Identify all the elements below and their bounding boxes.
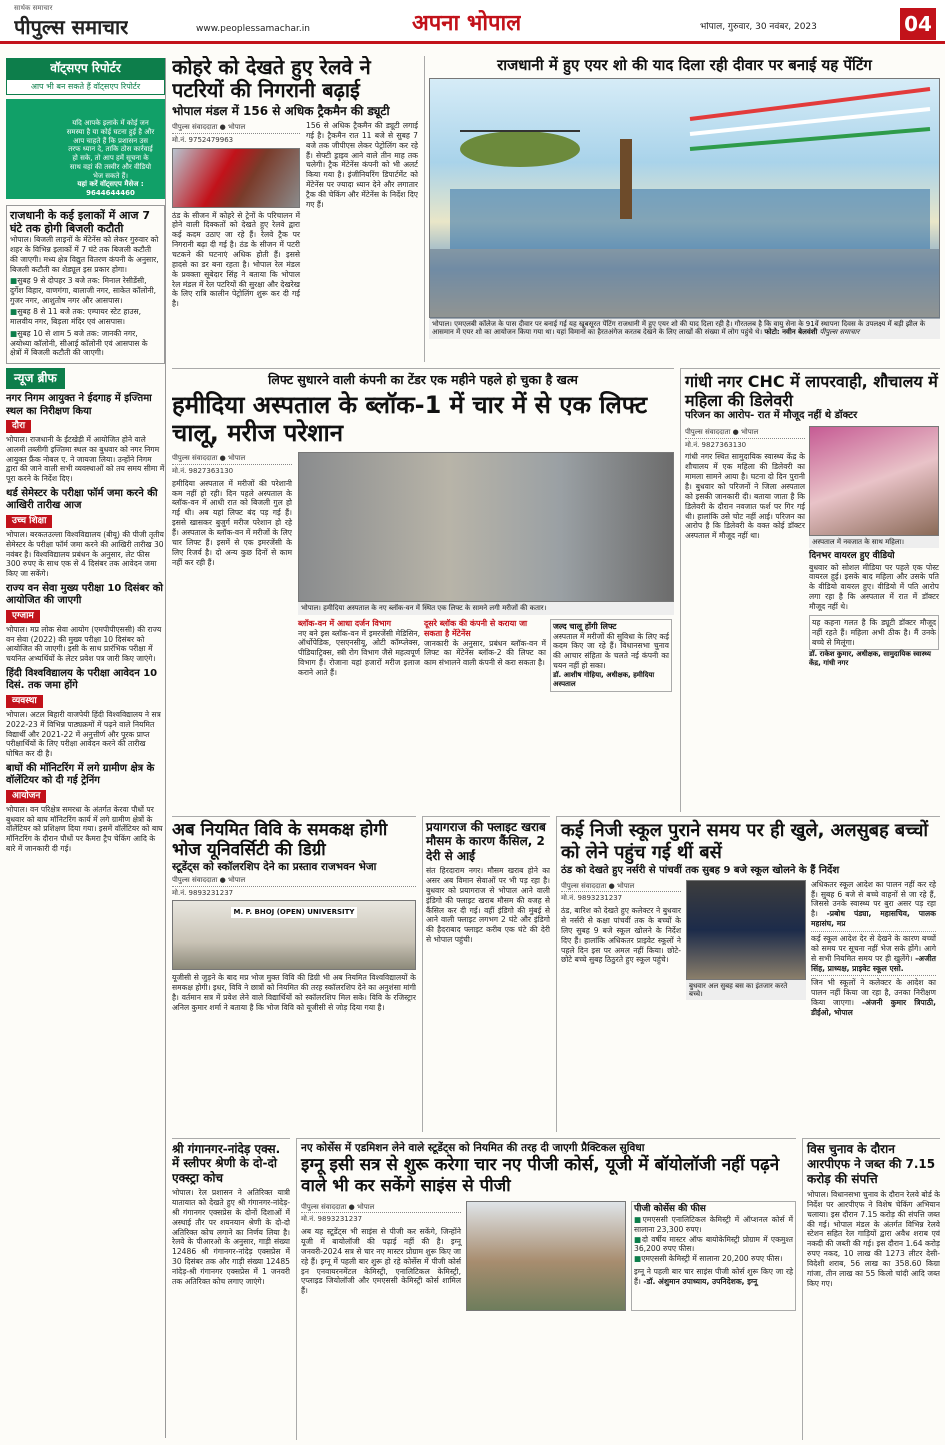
- ignou-quote: इग्नू ने पहली बार चार साइंस पीजी कोर्स शुरू किए जा रहे हैं। -डॉ. अंशुमान उपाध्याय, उपनिदेशक, इग्नू: [634, 1267, 793, 1287]
- mural-headline: राजधानी में हुए एयर शो की याद दिला रही दीवार पर बनाई यह पेंटिंग: [497, 56, 872, 74]
- mobile-number: मो.नं. 9827363130: [685, 440, 747, 449]
- brief-headline: थर्ड सेमेस्टर के परीक्षा फॉर्म जमा करने की आखिरी तारीख आज: [6, 487, 158, 512]
- flight-story: [422, 816, 550, 1132]
- brief-tag: दौरा: [6, 420, 31, 433]
- mural-helicopter: [460, 131, 580, 167]
- byline: पीपुल्स संवाददाता ● भोपाल: [172, 876, 416, 887]
- mobile-number: मो.नं. 9893231237: [172, 888, 234, 897]
- brief-body: भोपाल। बरकतउल्ला विश्वविद्यालय (बीयू) की पीजी तृतीय सेमेस्टर के परीक्षा फॉर्म जमा करने की आखिरी तारीख 30 नवंबर है। विश्वविद्यालय प्रबंधन के अनुसार, लेट फीस 300 रुपए के साथ एक से 4 दिसंबर तक आवेदन जमा किए जा सकेंगे।: [6, 530, 164, 578]
- byline: पीपुल्स संवाददाता ● भोपाल: [172, 454, 292, 465]
- school-caption: बुधवार अल सुबह बस का इंतजार करते बच्चे।: [686, 980, 806, 1001]
- newspaper-logo: सार्थक समाचार पीपुल्स समाचार: [14, 4, 129, 39]
- railway-subhead: भोपाल मंडल में 156 से अधिक ट्रैकमैन की ड्यूटी: [172, 104, 390, 118]
- train-coach-story: [172, 1138, 290, 1440]
- mural-lake: [450, 189, 930, 249]
- hamidia-story: [172, 368, 674, 812]
- hamidia-subhead: जल्द चालू होंगी लिफ्ट: [553, 621, 617, 631]
- chc-subhead2: दिनभर वायरल हुए वीडियो: [809, 551, 895, 562]
- mobile-number: मो.नं. 9893231237: [301, 1215, 363, 1224]
- brief-item: [6, 763, 165, 854]
- hospital-lift-photo: [298, 452, 674, 602]
- hamidia-sub-body: जानकारी के अनुसार, प्रबंधन ब्लॉक-वन में लिफ्ट का मेंटेनेंस ब्लॉक-2 की लिफ्ट का काम संभालने वाली कंपनी से करा सकता है।: [424, 638, 546, 668]
- railway-headline: कोहरे को देखते हुए रेलवे ने पटरियों की निगरानी बढ़ाई: [172, 56, 371, 102]
- school-quote: जिन भी स्कूलों ने कलेक्टर के आदेश का पालन नहीं किया जा रहा है, उनका निरीक्षण किया जाएगा। -अंजनी कुमार त्रिपाठी, डीईओ, भोपाल: [811, 978, 936, 1017]
- rpf-headline: विस चुनाव के दौरान आरपीएफ ने जब्त की 7.15 करोड़ की संपत्ति: [807, 1142, 936, 1186]
- brief-tag: एग्जाम: [6, 610, 40, 623]
- railway-body-cont: 156 से अधिक ट्रैकमैन की ड्यूटी लगाई गई है। ट्रैकमैन रात 11 बजे से सुबह 7 बजे तक जीपीएस लेकर पेट्रोलिंग कर रहे हैं। सेफ्टी ड्राइव आने वाले तीन माह तक चलेगी। ट्रैक मेंटेनेंस कंपनी को भी अलर्ट किया गया है। इंजीनियरिंग डिपार्टमेंट को मेंटेनेंस पर ज्यादा ध्यान देने और लगातार ट्रैक की चेकिंग और मेंटेनेंस के निर्देश दिए गए हैं।: [306, 121, 418, 209]
- bhoj-subhead: स्टूडेंट्स को स्कॉलरशिप देने का प्रस्ताव राजभवन भेजा: [172, 860, 377, 873]
- ignou-body: अब यह स्टूडेंट्स भी साइंस से पीजी कर सकेंगे, जिन्होंने यूजी में बायोलॉजी की पढ़ाई नहीं की है। इग्नू जनवरी-2024 सत्र से चार नए मास्टर प्रोग्राम शुरू किए जा रहे हैं। इग्नू में पहली बार शुरू हो रहे कोर्सेस में पीजी कोर्स इन एनवायरनमेंटल केमिस्ट्री, एनालिटिकल केमिस्ट्री, एप्लाइड जियोलॉजी और एमएससी केमिस्ट्री कोर्स शामिल हैं।: [301, 1227, 461, 1296]
- school-subhead: ठंड को देखते हुए नर्सरी से पांचवीं तक सुबह 9 बजे स्कूल खोलने के हैं निर्देश: [561, 865, 840, 877]
- news-brief-label: न्यूज ब्रीफ: [6, 368, 65, 389]
- train-coach-headline: श्री गंगानगर-नांदेड़ एक्स. में स्लीपर श्रेणी के दो-दो एक्स्ट्रा कोच: [172, 1142, 281, 1185]
- chc-story: [680, 368, 940, 812]
- bhoj-headline: अब नियमित विवि के समकक्ष होगी भोज यूनिवर्सिटी की डिग्री: [172, 820, 388, 861]
- hamidia-body: हमीदिया अस्पताल में मरीजों की परेशानी कम नहीं हो रही। दिन पहले अस्पताल के ब्लॉक-वन में आधी रात को बिजली गुल हो गई थी। अब यहां लिफ्ट बंद पड़ गई हैं। इससे खासकर बुजुर्ग मरीज परेशान हो रहे हैं। अस्पताल के ब्लॉक-वन में मरीजों के लिए चार लिफ्ट हैं। इसमें से एक इमरजेंसी के लिए रिजर्व है। दो अन्य कुछ दिनों से काम नहीं कर रही हैं।: [172, 478, 292, 567]
- mural-statue: [620, 139, 632, 219]
- brief-item: [6, 583, 165, 664]
- railway-body: ठंड के सीजन में कोहरे से ट्रेनों के परिचालन में होने वाली दिक्कतों को देखते हुए रेलवे द्वारा कई कदम उठाए जा रहे हैं। रेलवे ट्रैक पर निगरानी बढ़ा दी गई है। ठंड के सीजन में पटरी चटकने की घटनाएं अधिक होती हैं। इससे हादसे का डर बना रहता है। भोपाल रेल मंडल के प्रवक्ता सूबेदार सिंह ने बताया कि भोपाल रेल मंडल में रेल पटरियों की सुरक्षा और देखरेख के लिए रात्रि कालीन पेट्रोलिंग शुरू कर दी गई है।: [172, 210, 300, 309]
- train-photo: [172, 148, 300, 208]
- university-signboard: M. P. BHOJ (OPEN) UNIVERSITY: [231, 907, 358, 918]
- power-cut-box: [6, 205, 165, 364]
- brief-body: भोपाल। अटल बिहारी वाजपेयी हिंदी विश्वविद्यालय ने सत्र 2022-23 में विभिन्न पाठ्यक्रमों में पढ़ने वाले नियमित विद्यार्थी और 2021-22 में अनुत्तीर्ण और पूरक प्राप्त परीक्षार्थियों के लिए परीक्षा आवेदन करने की तारीख घोषित कर दी है।: [6, 710, 161, 758]
- chc-caption: अस्पताल में नवजात के साथ महिला।: [809, 536, 939, 548]
- mobile-number: मो.नं. 9893231237: [561, 894, 623, 903]
- rpf-body: भोपाल। विधानसभा चुनाव के दौरान रेलवे बोर्ड के निर्देश पर आरपीएफ ने विशेष चेकिंग अभियान चलाया। इस दौरान 7.15 करोड़ की संपत्ति जब्त की गई। भोपाल मंडल के अंतर्गत विभिन्न रेलवे स्टेशन सहित रेल गाड़ियों द्वारा अवैध शराब एवं नकदी की जब्ती की गई। इस दौरान 1.64 करोड़ रुपए नकद, 10 लाख की 1273 लीटर देसी-विदेशी शराब, 56 लाख का 358.60 किग्रा गांजा, तीन लाख का 55 किलो चांदी आदि जब्त किए गए।: [807, 1190, 940, 1288]
- school-children-photo: [686, 880, 806, 980]
- brief-headline: राज्य वन सेवा मुख्य परीक्षा 10 दिसंबर को आयोजित की जाएगी: [6, 582, 163, 607]
- flight-body: संत हिरदाराम नगर। मौसम खराब होने का असर अब विमान सेवाओं पर भी पड़ रहा है। बुधवार को प्रयागराज से भोपाल आने वाली इंडिगो की फ्लाइट खराब मौसम की वजह से कैंसिल कर दी गई। वहीं इंडिगो की मुंबई से आने वाली फ्लाइट लगभग 2 घंटे और इंडिगो की हैदराबाद फ्लाइट करीब एक घंटे की देरी से भोपाल पहुंची।: [426, 866, 550, 945]
- byline: पीपुल्स संवाददाता ● भोपाल: [172, 123, 300, 134]
- power-cut-item: ■ सुबह 8 से 11 बजे तक: एम्पायर स्टेट हाउस, मालवीय नगर, बिड़ला मंदिर एवं आसपास।: [10, 307, 161, 326]
- power-cut-item: ■ सुबह 10 से शाम 5 बजे तक: जानकी नगर, अयोध्या कॉलोनी, सीआई कॉलोनी एवं आसपास के क्षेत्रों में बिजली कटौती की जाएगी।: [10, 329, 161, 358]
- flight-headline: प्रयागराज की फ्लाइट खराब मौसम के कारण कैंसिल, 2 देरी से आईं: [426, 820, 546, 863]
- train-coach-body: भोपाल। रेल प्रशासन ने अतिरिक्त यात्री यातायात को देखते हुए श्री गंगानगर-नांदेड़-श्री गंगानगर एक्सप्रेस के दोनों दिशाओं में अस्थाई तौर पर शयनयान श्रेणी के दो-दो अतिरिक्त कोच लगाने का निर्णय लिया है। रेलवे के पीआरओ के अनुसार, गाड़ी संख्या 12486 श्री गंगानगर-नांदेड़ एक्सप्रेस में 30 दिसंबर तक और गाड़ी संख्या 12485 नांदेड़-श्री गंगानगर एक्सप्रेस में 1 जनवरी तक अतिरिक्त कोच लगाए जाएंगे।: [172, 1188, 290, 1286]
- chc-headline: गांधी नगर CHC में लापरवाही, शौचालय में महिला की डिलेवरी: [685, 372, 938, 411]
- school-quote: अधिकतर स्कूल आदेश का पालन नहीं कर रहे हैं। सुबह 6 बजे से बच्चे वाहनों से जा रहे हैं, जिससे उनके स्वास्थ्य पर बुरा असर पड़ रहा है। -प्रबोध पंड्या, महासचिव, पालक महासंघ, मप्र: [811, 880, 936, 932]
- power-cut-headline: राजधानी के कई इलाकों में आज 7 घंटे तक होगी बिजली कटौती: [10, 209, 150, 236]
- left-column: [6, 58, 166, 1438]
- brief-item: [6, 488, 165, 579]
- brief-tag: उच्च शिक्षा: [6, 515, 52, 528]
- hamidia-sub-body: नए बने इस ब्लॉक-वन में इमरजेंसी मेडिसिन, ऑर्थोपेडिक, एसएनसीयू, ओटी कॉम्प्लेक्स, पीडियाट्रिक्स, स्त्री रोग विभाग जैसे महत्वपूर्ण विभाग हैं। रोजाना यहां हजारों मरीज इलाज कराने आते हैं।: [298, 628, 420, 678]
- chc-body: गांधी नगर स्थित सामुदायिक स्वास्थ्य केंद्र के शौचालय में एक महिला की डिलेवरी का मामला सामने आया है। घटना दो दिन पुरानी है। बुधवार को परिजनों ने जिला अस्पताल को इसकी जानकारी दी। बताया जाता है कि डिलेवरी के दौरान नवजात फर्श पर गिर गई थी। हालांकि उसे चोट नहीं आई। परिजन का आरोप है कि डिलेवरी के वक्त कोई डॉक्टर अस्पताल में मौजूद नहीं था।: [685, 452, 805, 541]
- school-quote: कई स्कूल आदेश देर से देखने के कारण बच्चों को समय पर सूचना नहीं भेज सके होंगे। आगे से सभी नियमित समय पर ही खुलेंगे। -अजीत सिंह, प्राध्यक्ष, प्राइवेट स्कूल एसो.: [811, 934, 936, 976]
- mobile-number: मो.नं. 9827363130: [172, 466, 234, 475]
- byline: पीपुल्स संवाददाता ● भोपाल: [301, 1203, 461, 1214]
- brief-headline: हिंदी विश्वविद्यालय के परीक्षा आवेदन 10 दिसं. तक जमा होंगे: [6, 667, 158, 692]
- power-cut-body: भोपाल। बिजली लाइनों के मेंटेनेंस को लेकर गुरुवार को शहर के विभिन्न इलाकों में 7 घंटे तक बिजली कटौती की जाएगी। मध्य क्षेत्र विद्युत वितरण कंपनी के अनुसार, बिजली कटौती का शेड्यूल इस प्रकार होगा।: [10, 235, 159, 274]
- ignou-building-photo: [466, 1201, 626, 1311]
- bhoj-university-photo: [172, 900, 416, 970]
- mural-illustration: [430, 79, 940, 319]
- mural-story: [424, 56, 940, 362]
- byline: पीपुल्स संवाददाता ● भोपाल: [685, 428, 805, 439]
- masthead: [0, 0, 945, 44]
- bhoj-body: यूजीसी से जुड़ने के बाद मप्र भोज मुक्त विवि की डिग्री भी अब नियमित विश्वविद्यालयों के समकक्ष होगी। इधर, विवि ने छात्रों को नियमित की तरह स्कॉलरशिप देने का अनुशंसा मांगी है। वर्तमान सत्र में प्रवेश लेने वाले विद्यार्थियों को स्कॉलरशिप मिल सके। विवि के रजिस्ट्रार अनिल कुमार शर्मा ने बताया है कि भोज विवि को यूजीसी से जोड़ दिया गया है।: [172, 973, 416, 1012]
- school-body: ठंड, बारिश को देखते हुए कलेक्टर ने बुधवार से नर्सरी से कक्षा पांचवीं तक के बच्चों के लिए सुबह 9 बजे स्कूल खोलने के निर्देश दिए हैं। हालांकि अधिकतर प्राइवेट स्कूलों ने पहले दिन इस पर अमल नहीं किया। छोटे-छोटे बच्चे सुबह ठिठुरते हुए स्कूल पहुंचे।: [561, 906, 681, 965]
- brief-tag: व्यवस्था: [6, 695, 43, 708]
- ignou-kicker: नए कोर्सेस में एडमिशन लेने वाले स्टूडेंट्स को नियमित की तरह दी जाएगी प्रैक्टिकल सुविधा: [301, 1142, 645, 1154]
- mobile-number: मो.नं. 9752479963: [172, 135, 234, 144]
- school-story: [556, 816, 940, 1132]
- rpf-seizure-story: [802, 1138, 940, 1440]
- hamidia-caption: भोपाल। हमीदिया अस्पताल के नए ब्लॉक-वन में स्थित एक लिफ्ट के सामने लगी मरीजों की कतार।: [298, 602, 674, 614]
- brief-item: [6, 668, 165, 759]
- brief-item: [6, 393, 165, 484]
- hamidia-signature: डॉ. आशीष गोहिया, अधीक्षक, हमीदिया अस्पताल: [553, 671, 655, 688]
- chc-signature: डॉ. राकेश कुमार, अधीक्षक, सामुदायिक स्वास्थ्य केंद्र, गांधी नगर: [809, 650, 931, 668]
- hamidia-subhead: ब्लॉक-वन में आधा दर्जन विभाग: [298, 618, 392, 628]
- hamidia-subhead: दूसरे ब्लॉक की कंपनी से कराया जा सकता है मेंटेनेंस: [424, 618, 528, 638]
- whatsapp-reporter-sub: आप भी बन सकते हैं वॉट्सएप रिपोर्टर: [6, 79, 165, 95]
- fee-box-title: पीजी कोर्सेस की फीस: [634, 1203, 706, 1214]
- ignou-headline: इग्नू इसी सत्र से शुरू करेगा चार नए पीजी कोर्स, यूजी में बॉयोलॉजी नहीं पढ़ने वाले भी कर सकेंगे साइंस से पीजी: [301, 1155, 780, 1197]
- mural-photo: [429, 78, 940, 318]
- hamidia-kicker: लिफ्ट सुधारने वाली कंपनी का टेंडर एक महीने पहले हो चुका है खत्म: [268, 372, 578, 387]
- chc-sub-body: बुधवार को सोशल मीडिया पर पहले एक पोस्ट वायरल हुई। इसके बाद महिला और उसके पति के वीडियो वायरल हुए। वीडियो में पति आरोप लगा रहा है कि अस्पताल में रात में डॉक्टर मौजूद नहीं थे।: [809, 562, 939, 611]
- brief-body: भोपाल। मप्र लोक सेवा आयोग (एमपीपीएससी) की राज्य वन सेवा (2022) की मुख्य परीक्षा 10 दिसंबर को आयोजित की जाएगी। इसी के साथ प्रारंभिक परीक्षा में चयनित अभ्यर्थियों के लेटर प्रवेश पत्र जारी किए जाएंगे।: [6, 624, 162, 664]
- mural-crowd: [430, 249, 940, 319]
- website-url[interactable]: www.peoplessamachar.in: [196, 24, 310, 34]
- chc-quote: यह कहना गलत है कि ड्यूटी डॉक्टर मौजूद नहीं रहते हैं। महिला अभी ठीक है। मैं उनके बच्चे से मिलूंगा।: [809, 615, 939, 651]
- fee-item: ■ एमएससी एनालिटिकल केमिस्ट्री में ऑप्शनल कोर्स में सालाना 23,300 रुपए।: [634, 1215, 793, 1235]
- bhoj-story: [172, 816, 416, 1132]
- brief-body: भोपाल। राजधानी के ईंटखेड़ी में आयोजित होने वाले आलमी तब्लीगी इज्तिमा स्थल का बुधवार को नगर निगम आयुक्त फ्रैंक नोबल ए. ने जायजा लिया। उन्होंने निगम द्वारा की जाने वाली सभी व्यवस्थाओं को तय समय सीमा में पूरा करने के निर्देश दिए।: [6, 435, 165, 484]
- dateline: भोपाल, गुरुवार, 30 नवंबर, 2023: [700, 22, 817, 32]
- school-headline: कई निजी स्कूल पुराने समय पर ही खुले, अलसुबह बच्चों को लेने पहुंच गई थीं बसें: [561, 820, 929, 863]
- mother-newborn-photo: [809, 426, 939, 536]
- hamidia-headline: हमीदिया अस्पताल के ब्लॉक-1 में चार में से एक लिफ्ट चालू, मरीज परेशान: [172, 390, 648, 448]
- whatsapp-reporter-title: वॉट्सएप रिपोर्टर: [6, 58, 165, 79]
- power-cut-item: ■ सुबह 9 से दोपहर 3 बजे तक: मिनाल रेसीडेंसी, दुर्गेश विहार, वाणगंगा, बालाजी नगर, साकेत कॉलोनी, गुजर नगर, आशुतोष नगर और आसपास।: [10, 276, 161, 305]
- byline: पीपुल्स संवाददाता ● भोपाल: [561, 882, 681, 893]
- whatsapp-message: यदि आपके इलाके में कोई जन समस्या है या कोई घटना हुई है और आप चाहते हैं कि प्रशासन उस तरफ ध्यान दे, ताकि ठोस कार्रवाई हो सके, तो आप हमें सूचना के साथ वहां की तस्वीर और वीडियो भेज सकते हैं। यहां करें वॉट्सएप मैसेज : 9644644460: [6, 99, 165, 199]
- brief-tag: आयोजन: [6, 790, 46, 803]
- whatsapp-number[interactable]: यहां करें वॉट्सएप मैसेज : 9644644460: [77, 180, 144, 197]
- brief-headline: बाघों की मॉनिटरिंग में लगे ग्रामीण क्षेत्र के वॉलेंटियर को दी गई ट्रेनिंग: [6, 762, 155, 787]
- brief-headline: नगर निगम आयुक्त ने ईदगाह में इज्तिमा स्थल का निरीक्षण किया: [6, 393, 152, 417]
- mural-caption: भोपाल। एमएलबी कॉलेज के पास दीवार पर बनाई गई यह खूबसूरत पेंटिंग राजधानी में हुए एयर शो की याद दिला रही है। गौरतलब है कि वायु सेना के 91वें स्थापना दिवस के उपलक्ष्य में बड़ी झील के आसमान में एयर शो का आयोजन किया गया था। यहां विमानों का हैरतअंगेज करतब देखने के लिए लाखों की संख्या में लोग पहुंचे थे। फोटो: नवीन बेलवंशी पीपुल्स समाचार: [429, 318, 940, 339]
- page-number: 04: [900, 8, 936, 40]
- section-title: अपना भोपाल: [412, 11, 522, 36]
- fee-item: ■ दो वर्षीय मास्टर ऑफ बायोकेमिस्ट्री प्रोग्राम में एकमुश्त 36,200 रुपए फीस।: [634, 1235, 793, 1255]
- railway-story: [172, 56, 418, 362]
- ignou-story: [296, 1138, 796, 1440]
- hamidia-sub-body: अस्पताल में मरीजों की सुविधा के लिए कई कदम किए जा रहे हैं। विधानसभा चुनाव की आचार संहिता के चलते नई कंपनी का चयन नहीं हो सका।: [553, 631, 669, 671]
- brief-body: भोपाल। वन परिक्षेत्र समरधा के अंतर्गत केरवा पौधों पर बुधवार को बाघ मॉनिटरिंग कार्य में लगे ग्रामीण क्षेत्रों के वॉलेंटियर को प्रशिक्षण दिया गया। इसमें वॉलेंटियर को बाघ मॉनिटरिंग के दौरान पौधों पर कैमरा ट्रैप चेकिंग आदि के बारे में जानकारी दी गई।: [6, 804, 163, 853]
- fee-item: ■ एमएससी केमिस्ट्री में सालाना 20,200 रुपए फीस।: [634, 1254, 793, 1264]
- chc-subhead: परिजन का आरोप- रात में मौजूद नहीं थे डॉक्टर: [685, 410, 858, 422]
